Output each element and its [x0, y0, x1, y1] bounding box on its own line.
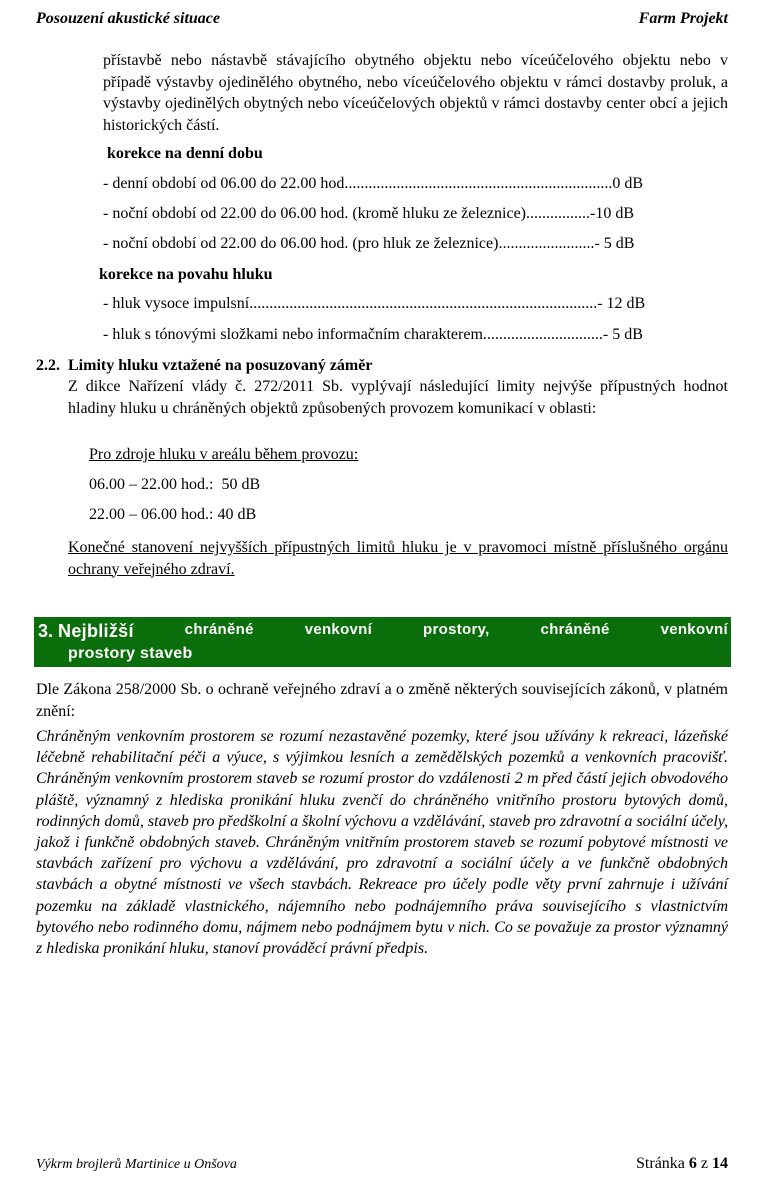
correction-row-day — [103, 175, 643, 193]
correction-row-tonal — [103, 326, 643, 344]
section-title: Limity hluku vztažené na posuzovaný záměr — [68, 357, 373, 374]
correction-row-night-rail — [103, 235, 634, 253]
footer-project-name: Výkrm brojlerů Martinice u Onšova — [36, 1157, 237, 1172]
section-3-title-line2: prostory staveb — [68, 645, 193, 662]
section-number: 3. — [38, 621, 54, 641]
page-current: 6 — [688, 1155, 697, 1172]
section-3-title-first — [38, 621, 134, 642]
corrections-nature-heading: korekce na povahu hluku — [99, 266, 273, 283]
correction-value: -10 dB — [590, 205, 634, 222]
limit-night: 22.00 – 06.00 hod.: 40 dB — [89, 506, 257, 523]
section-number: 2.2. — [36, 357, 60, 374]
correction-dots: ................................................................... — [344, 175, 613, 192]
correction-value: - 5 dB — [602, 326, 643, 343]
section-2-2-paragraph: Z dikce Nařízení vlády č. 272/2011 Sb. vyplývají následující limity nejvýše přípustných hodnot hladiny hluku u chráněných objektů způsobených provozem komunikací v oblasti: — [68, 378, 728, 417]
correction-label: - hluk s tónovými složkami nebo informačním charakterem — [103, 326, 483, 343]
correction-value: - 5 dB — [594, 235, 635, 252]
title-word: Nejbližší — [58, 621, 134, 641]
section-3-title-line1 — [38, 621, 728, 642]
law-quote-paragraph: Chráněným venkovním prostorem se rozumí nezastavěné pozemky, které jsou užívány k rekreaci, lázeňské léčebně rehabilitační péči a výuce, s výjimkou lesních a zemědělských pozemků a venkovních pracovišť. Chráněným venkovním prostorem staveb se rozumí prostor do vzdálenosti 2 m před částí jejich obvodového pláště, významný z hlediska pronikání hluku zvenčí do chráněného vnitřního prostoru bytových domů, rodinných domů, staveb pro předškolní a školní výchovu a vzdělávání, staveb pro zdravotní a sociální účely, jakož i funkčně obdobných staveb. Chráněným vnitřním prostorem staveb se rozumí pobytové místnosti ve stavbách zařízení pro výchovu a vzdělávání, pro zdravotní a sociální účely a ve funkčně obdobných stavbách a obytné místnosti ve všech stavbách. Rekreace pro účely podle věty první zahrnuje i užívání pozemku na základě vlastnického, nájemního nebo podnájemního práva souvisejícího s vlastnictvím bytového nebo rodinného domu, nájmem nebo podnájmem bytu v nich. Co se považuje za prostor významný z hlediska pronikání hluku, stanoví prováděcí právní předpis. — [36, 728, 728, 958]
correction-row-impulse — [103, 295, 645, 313]
correction-dots: ........................ — [498, 235, 595, 252]
correction-value: 0 dB — [612, 175, 643, 192]
section-2-2-heading — [36, 357, 372, 375]
noise-sources-subheading: Pro zdroje hluku v areálu během provozu: — [89, 446, 359, 463]
correction-dots: .............................. — [482, 326, 603, 343]
title-word: chráněné — [184, 621, 254, 638]
section-2-2-body — [68, 376, 728, 419]
correction-label: - noční období od 22.00 do 06.00 hod. (kromě hluku ze železnice) — [103, 205, 526, 222]
page-total: 14 — [712, 1155, 728, 1172]
intro-paragraph: přístavbě nebo nástavbě stávajícího obytného objektu nebo víceúčelového objektu nebo v případě výstavby ojedinělého obytného, nebo víceúčelového objektu v rámci dostavby proluk, a výstavby ojedinělých obytných nebo víceúčelových objektů v rámci dostavby center obcí a jejich historických částí. — [103, 52, 728, 134]
correction-label: - hluk vysoce impulsní — [103, 295, 250, 312]
section-3-heading-bar — [34, 617, 731, 667]
header-document-title: Posouzení akustické situace — [36, 10, 221, 27]
title-word: venkovní — [660, 621, 728, 638]
title-word: prostory, — [423, 621, 490, 638]
corrections-time-heading: korekce na denní dobu — [107, 145, 263, 162]
title-word: chráněné — [540, 621, 610, 638]
final-limits-note: Konečné stanovení nejvyšších přípustných limitů hluku je v pravomoci místně příslušného orgánu ochrany veřejného zdraví. — [68, 539, 728, 578]
limit-day: 06.00 – 22.00 hod.: 50 dB — [89, 476, 261, 493]
correction-dots: ....................................................................................... — [249, 295, 598, 312]
header-company-name: Farm Projekt — [638, 10, 728, 27]
page-separator: z — [700, 1155, 708, 1172]
page-label: Stránka — [636, 1155, 685, 1172]
correction-dots: ................ — [526, 205, 590, 222]
title-word: venkovní — [304, 621, 373, 638]
correction-label: - denní období od 06.00 do 22.00 hod — [103, 175, 345, 192]
correction-label: - noční období od 22.00 do 06.00 hod. (pro hluk ze železnice) — [103, 235, 499, 252]
law-intro-paragraph: Dle Zákona 258/2000 Sb. o ochraně veřejného zdraví a o změně některých souvisejících zákonů, v platném znění: — [36, 681, 728, 720]
correction-row-night — [103, 205, 634, 223]
correction-value: - 12 dB — [597, 295, 646, 312]
footer-page-number — [636, 1155, 728, 1173]
